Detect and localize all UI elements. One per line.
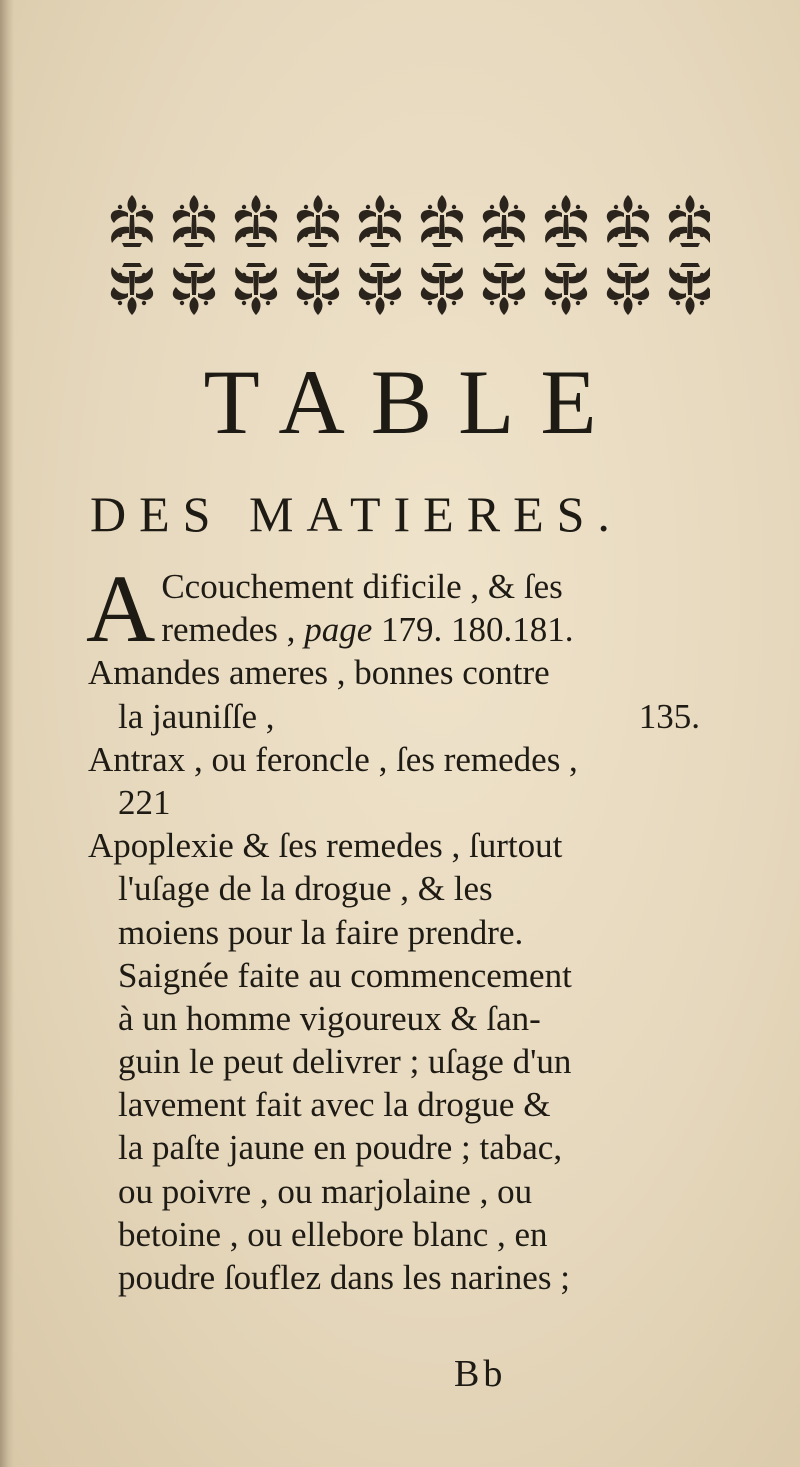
index-entry-accouchement [86, 555, 700, 662]
entry-line: ou poivre , ou marjolaine , ou [118, 1171, 533, 1211]
index-entry-antrax [88, 738, 700, 824]
page-subtitle: DES MATIERES. [90, 486, 623, 542]
entry-line [88, 608, 700, 651]
fleuron-motif [607, 263, 649, 315]
entry-line: Amandes ameres , bonnes contre [88, 653, 550, 693]
entry-text: la jauniſſe , [118, 696, 275, 736]
entry-line: Saignée faite au commencement [118, 955, 572, 995]
fleuron-motif [173, 263, 215, 315]
entry-line: l'uſage de la drogue , & les [118, 869, 493, 909]
fleuron-motif [359, 263, 401, 315]
entry-line: betoine , ou ellebore blanc , en [118, 1214, 548, 1254]
index-entry-apoplexie [88, 824, 700, 1299]
fleuron-motif [111, 195, 153, 247]
entry-line: la paſte jaune en poudre ; tabac, [118, 1128, 563, 1168]
fleuron-motif [297, 195, 339, 247]
entry-line: Antrax , ou feroncle , ſes remedes , [88, 739, 578, 779]
fleuron-motif [235, 263, 277, 315]
page-number: 221 [118, 782, 171, 822]
entry-line: poudre ſouflez dans les narines ; [118, 1258, 570, 1297]
fleuron-ornament [100, 185, 710, 325]
signature-mark: Bb [454, 1353, 507, 1395]
ornament-graphic [100, 185, 710, 325]
fleuron-motif [173, 195, 215, 247]
entry-line: à un homme vigoureux & ſan- [118, 998, 541, 1038]
page-word: page [304, 610, 373, 650]
fleuron-motif [607, 195, 649, 247]
page-number: 135. [638, 696, 700, 736]
entry-line: Apoplexie & ſes remedes , ſurtout [88, 826, 563, 866]
index-entries [86, 555, 700, 1299]
index-entry-amandes [88, 651, 700, 737]
fleuron-motif [483, 195, 525, 247]
fleuron-motif [483, 263, 525, 315]
fleuron-motif [235, 195, 277, 247]
fleuron-motif [545, 263, 587, 315]
entry-line: moiens pour la faire prendre. [118, 912, 524, 952]
fleuron-motif [111, 263, 153, 315]
fleuron-motif [669, 263, 710, 315]
fleuron-motif [669, 195, 710, 247]
fleuron-motif [297, 263, 339, 315]
entry-line [88, 695, 700, 738]
drop-cap: A [86, 555, 156, 662]
fleuron-motif [421, 263, 463, 315]
page-title: TABLE [203, 351, 623, 453]
entry-line: Ccouchement dificile , & ſes [161, 567, 563, 606]
entry-line: lavement fait avec la drogue & [118, 1085, 551, 1125]
page-gutter [0, 0, 14, 1467]
fleuron-motif [359, 195, 401, 247]
entry-text: remedes , [161, 610, 305, 650]
fleuron-motif [545, 195, 587, 247]
page-numbers: 179. 180.181. [372, 610, 574, 650]
fleuron-motif [421, 195, 463, 247]
entry-line: guin le peut delivrer ; uſage d'un [118, 1042, 572, 1082]
